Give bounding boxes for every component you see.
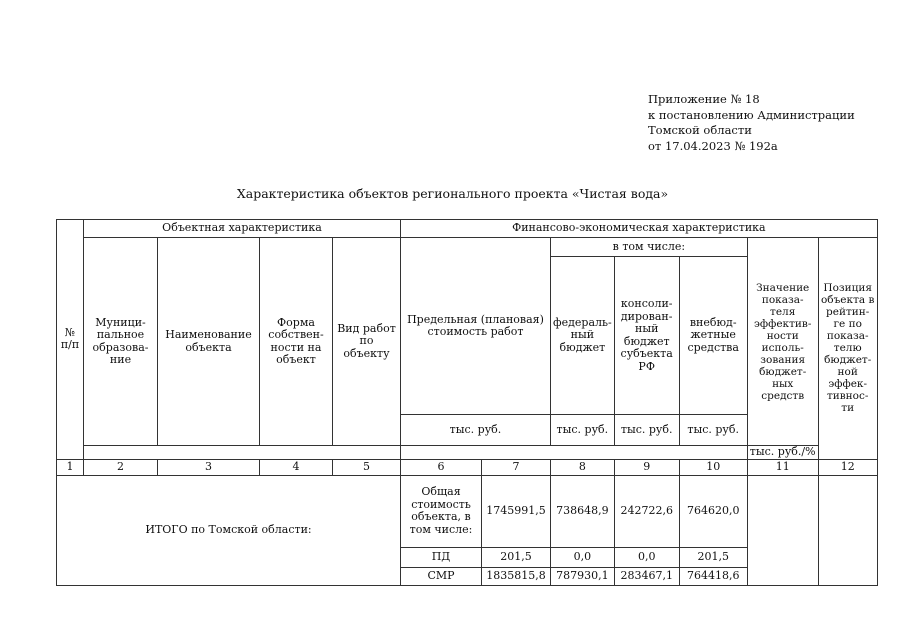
row-extra: 201,5 [679,547,747,567]
document-title: Характеристика объектов регионального проекта «Чистая вода» [236,186,669,201]
col-number: 6 [401,459,482,475]
row-label: ПД [401,547,482,567]
col-number: 2 [84,459,158,475]
col-number: 8 [551,459,615,475]
row-consolidated: 242722,6 [614,475,679,547]
header-rating: Позиция объекта в рейтин-ге по показа-телю бюджет-ной эффек-тивнос-ти [818,238,877,460]
header-consolidated: консоли-дирован-ный бюджет субъекта РФ [614,257,679,415]
unit-extrabudget: тыс. руб. [679,415,747,446]
unit-federal: тыс. руб. [551,415,615,446]
objects-table [56,219,878,586]
row-extra: 764418,6 [679,567,747,585]
total-efficiency [747,475,818,585]
header-federal: федераль-ный бюджет [551,257,615,415]
header-extrabudget: внебюд-жетные средства [679,257,747,415]
col-number: 1 [57,459,84,475]
col-number: 5 [333,459,401,475]
total-label: ИТОГО по Томской области: [57,475,401,585]
row-federal: 0,0 [551,547,615,567]
col-number: 10 [679,459,747,475]
header-work-type: Вид работ по объекту [333,238,401,446]
header-ownership: Форма собствен-ности на объект [260,238,333,446]
header-municipality: Муници-пальное образова-ние [84,238,158,446]
row-total: 1835815,8 [482,567,551,585]
row-federal: 787930,1 [551,567,615,585]
unit-cost: тыс. руб. [401,415,551,446]
appendix-line: Приложение № 18 [648,92,760,106]
appendix-line: от 17.04.2023 № 192а [648,138,778,153]
header-max-cost: Предельная (плановая) стоимость работ [401,238,551,415]
unit-consolidated: тыс. руб. [614,415,679,446]
appendix-line: к постановлению Администрации [648,107,855,122]
col-number: 4 [260,459,333,475]
row-extra: 764620,0 [679,475,747,547]
row-label: СМР [401,567,482,585]
header-object-group: Объектная характеристика [84,220,401,238]
header-including: в том числе: [551,238,748,257]
row-total: 1745991,5 [482,475,551,547]
appendix-block [648,92,855,154]
row-consolidated: 283467,1 [614,567,679,585]
appendix-line: Томской области [648,123,752,137]
col-number: 9 [614,459,679,475]
header-num: № п/п [57,220,84,460]
header-finance-group: Финансово-экономическая характеристика [401,220,878,238]
col-number: 11 [747,459,818,475]
unit-efficiency: тыс. руб./% [747,446,818,460]
col-number: 7 [482,459,551,475]
row-consolidated: 0,0 [614,547,679,567]
row-label: Общая стоимость объекта, в том числе: [401,475,482,547]
col-number: 3 [158,459,260,475]
col-number: 12 [818,459,877,475]
header-object-name: Наименование объекта [158,238,260,446]
header-efficiency: Значение показа-теля эффектив-ности исполь-зования бюджет-ных средств [747,238,818,446]
row-total: 201,5 [482,547,551,567]
total-rating [818,475,877,585]
row-federal: 738648,9 [551,475,615,547]
